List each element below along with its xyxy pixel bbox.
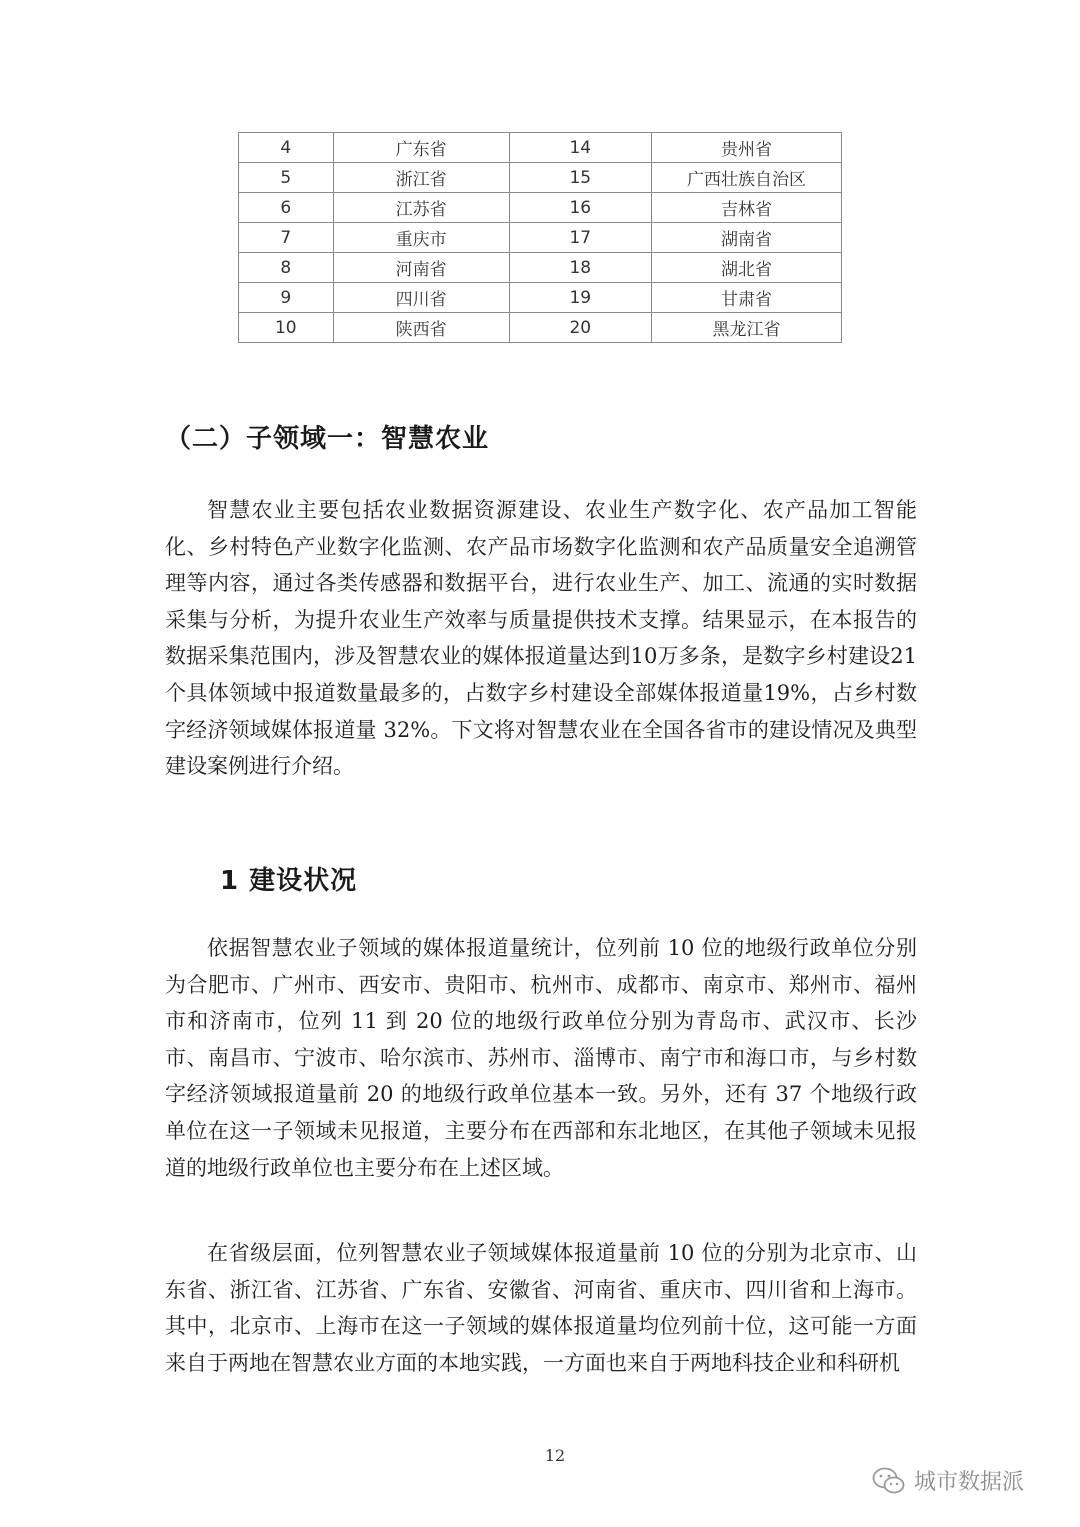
rank-cell: 9 xyxy=(239,283,334,313)
ranking-table xyxy=(238,132,842,343)
subsection-paragraph-2: 在省级层面，位列智慧农业子领域媒体报道量前 10 位的分别为北京市、山东省、浙江省、江苏省、广东省、安徽省、河南省、重庆市、四川省和上海市。其中，北京市、上海市在这一子领域的媒体报道量均位列前十位，这可能一方面来自于两地在智慧农业方面的本地实践，一方面也来自于两地科技企业和科研机 xyxy=(165,1241,917,1375)
rank-cell: 8 xyxy=(239,253,334,283)
region-cell: 贵州省 xyxy=(651,133,841,163)
rank-cell: 20 xyxy=(509,313,651,343)
region-cell: 黑龙江省 xyxy=(651,313,841,343)
rank-cell: 14 xyxy=(509,133,651,163)
rank-cell: 5 xyxy=(239,163,334,193)
region-cell: 陕西省 xyxy=(333,313,509,343)
rank-cell: 4 xyxy=(239,133,334,163)
rank-cell: 16 xyxy=(509,193,651,223)
rank-cell: 7 xyxy=(239,223,334,253)
region-cell: 湖北省 xyxy=(651,253,841,283)
region-cell: 江苏省 xyxy=(333,193,509,223)
region-cell: 广东省 xyxy=(333,133,509,163)
ranking-table-body xyxy=(239,133,842,343)
watermark xyxy=(872,1465,1024,1496)
table-row xyxy=(239,283,842,313)
watermark-text: 城市数据派 xyxy=(914,1470,1025,1495)
section-heading: （二）子领域一：智慧农业 xyxy=(165,424,490,454)
region-cell: 四川省 xyxy=(333,283,509,313)
region-cell: 河南省 xyxy=(333,253,509,283)
table-row xyxy=(239,253,842,283)
rank-cell: 18 xyxy=(509,253,651,283)
section-paragraph: 智慧农业主要包括农业数据资源建设、农业生产数字化、农产品加工智能化、乡村特色产业数字化监测、农产品市场数字化监测和农产品质量安全追溯管理等内容，通过各类传感器和数据平台，进行农业生产、加工、流通的实时数据采集与分析，为提升农业生产效率与质量提供技术支撑。结果显示，在本报告的数据采集范围内，涉及智慧农业的媒体报道量达到10万多条，是数字乡村建设21个具体领域中报道数量最多的，占数字乡村建设全部媒体报道量19%，占乡村数字经济领域媒体报道量 32%。下文将对智慧农业在全国各省市的建设情况及典型建设案例进行介绍。 xyxy=(165,498,917,779)
rank-cell: 19 xyxy=(509,283,651,313)
subsection-paragraph-1: 依据智慧农业子领域的媒体报道量统计，位列前 10 位的地级行政单位分别为合肥市、广州市、西安市、贵阳市、杭州市、成都市、南京市、郑州市、福州市和济南市，位列 11 到 20 位的地级行政单位分别为青岛市、武汉市、长沙市、南昌市、宁波市、哈尔滨市、苏州市、淄博市、南宁市和海口市，与乡村数字经济领域报道量前 20 的地级行政单位基本一致。另外，还有 37 个地级行政单位在这一子领域未见报道，主要分布在西部和东北地区，在其他子领域未见报道的地级行政单位也主要分布在上述区域。 xyxy=(165,936,917,1180)
table-row xyxy=(239,163,842,193)
rank-cell: 6 xyxy=(239,193,334,223)
table-row xyxy=(239,193,842,223)
region-cell: 浙江省 xyxy=(333,163,509,193)
wechat-icon xyxy=(872,1467,906,1495)
rank-cell: 10 xyxy=(239,313,334,343)
rank-cell: 17 xyxy=(509,223,651,253)
table-row xyxy=(239,313,842,343)
region-cell: 吉林省 xyxy=(651,193,841,223)
rank-cell: 15 xyxy=(509,163,651,193)
subsection-heading: 1 建设状况 xyxy=(220,866,358,896)
page-number: 12 xyxy=(544,1446,566,1465)
region-cell: 广西壮族自治区 xyxy=(651,163,841,193)
region-cell: 甘肃省 xyxy=(651,283,841,313)
table-row xyxy=(239,223,842,253)
region-cell: 湖南省 xyxy=(651,223,841,253)
table-row xyxy=(239,133,842,163)
region-cell: 重庆市 xyxy=(333,223,509,253)
